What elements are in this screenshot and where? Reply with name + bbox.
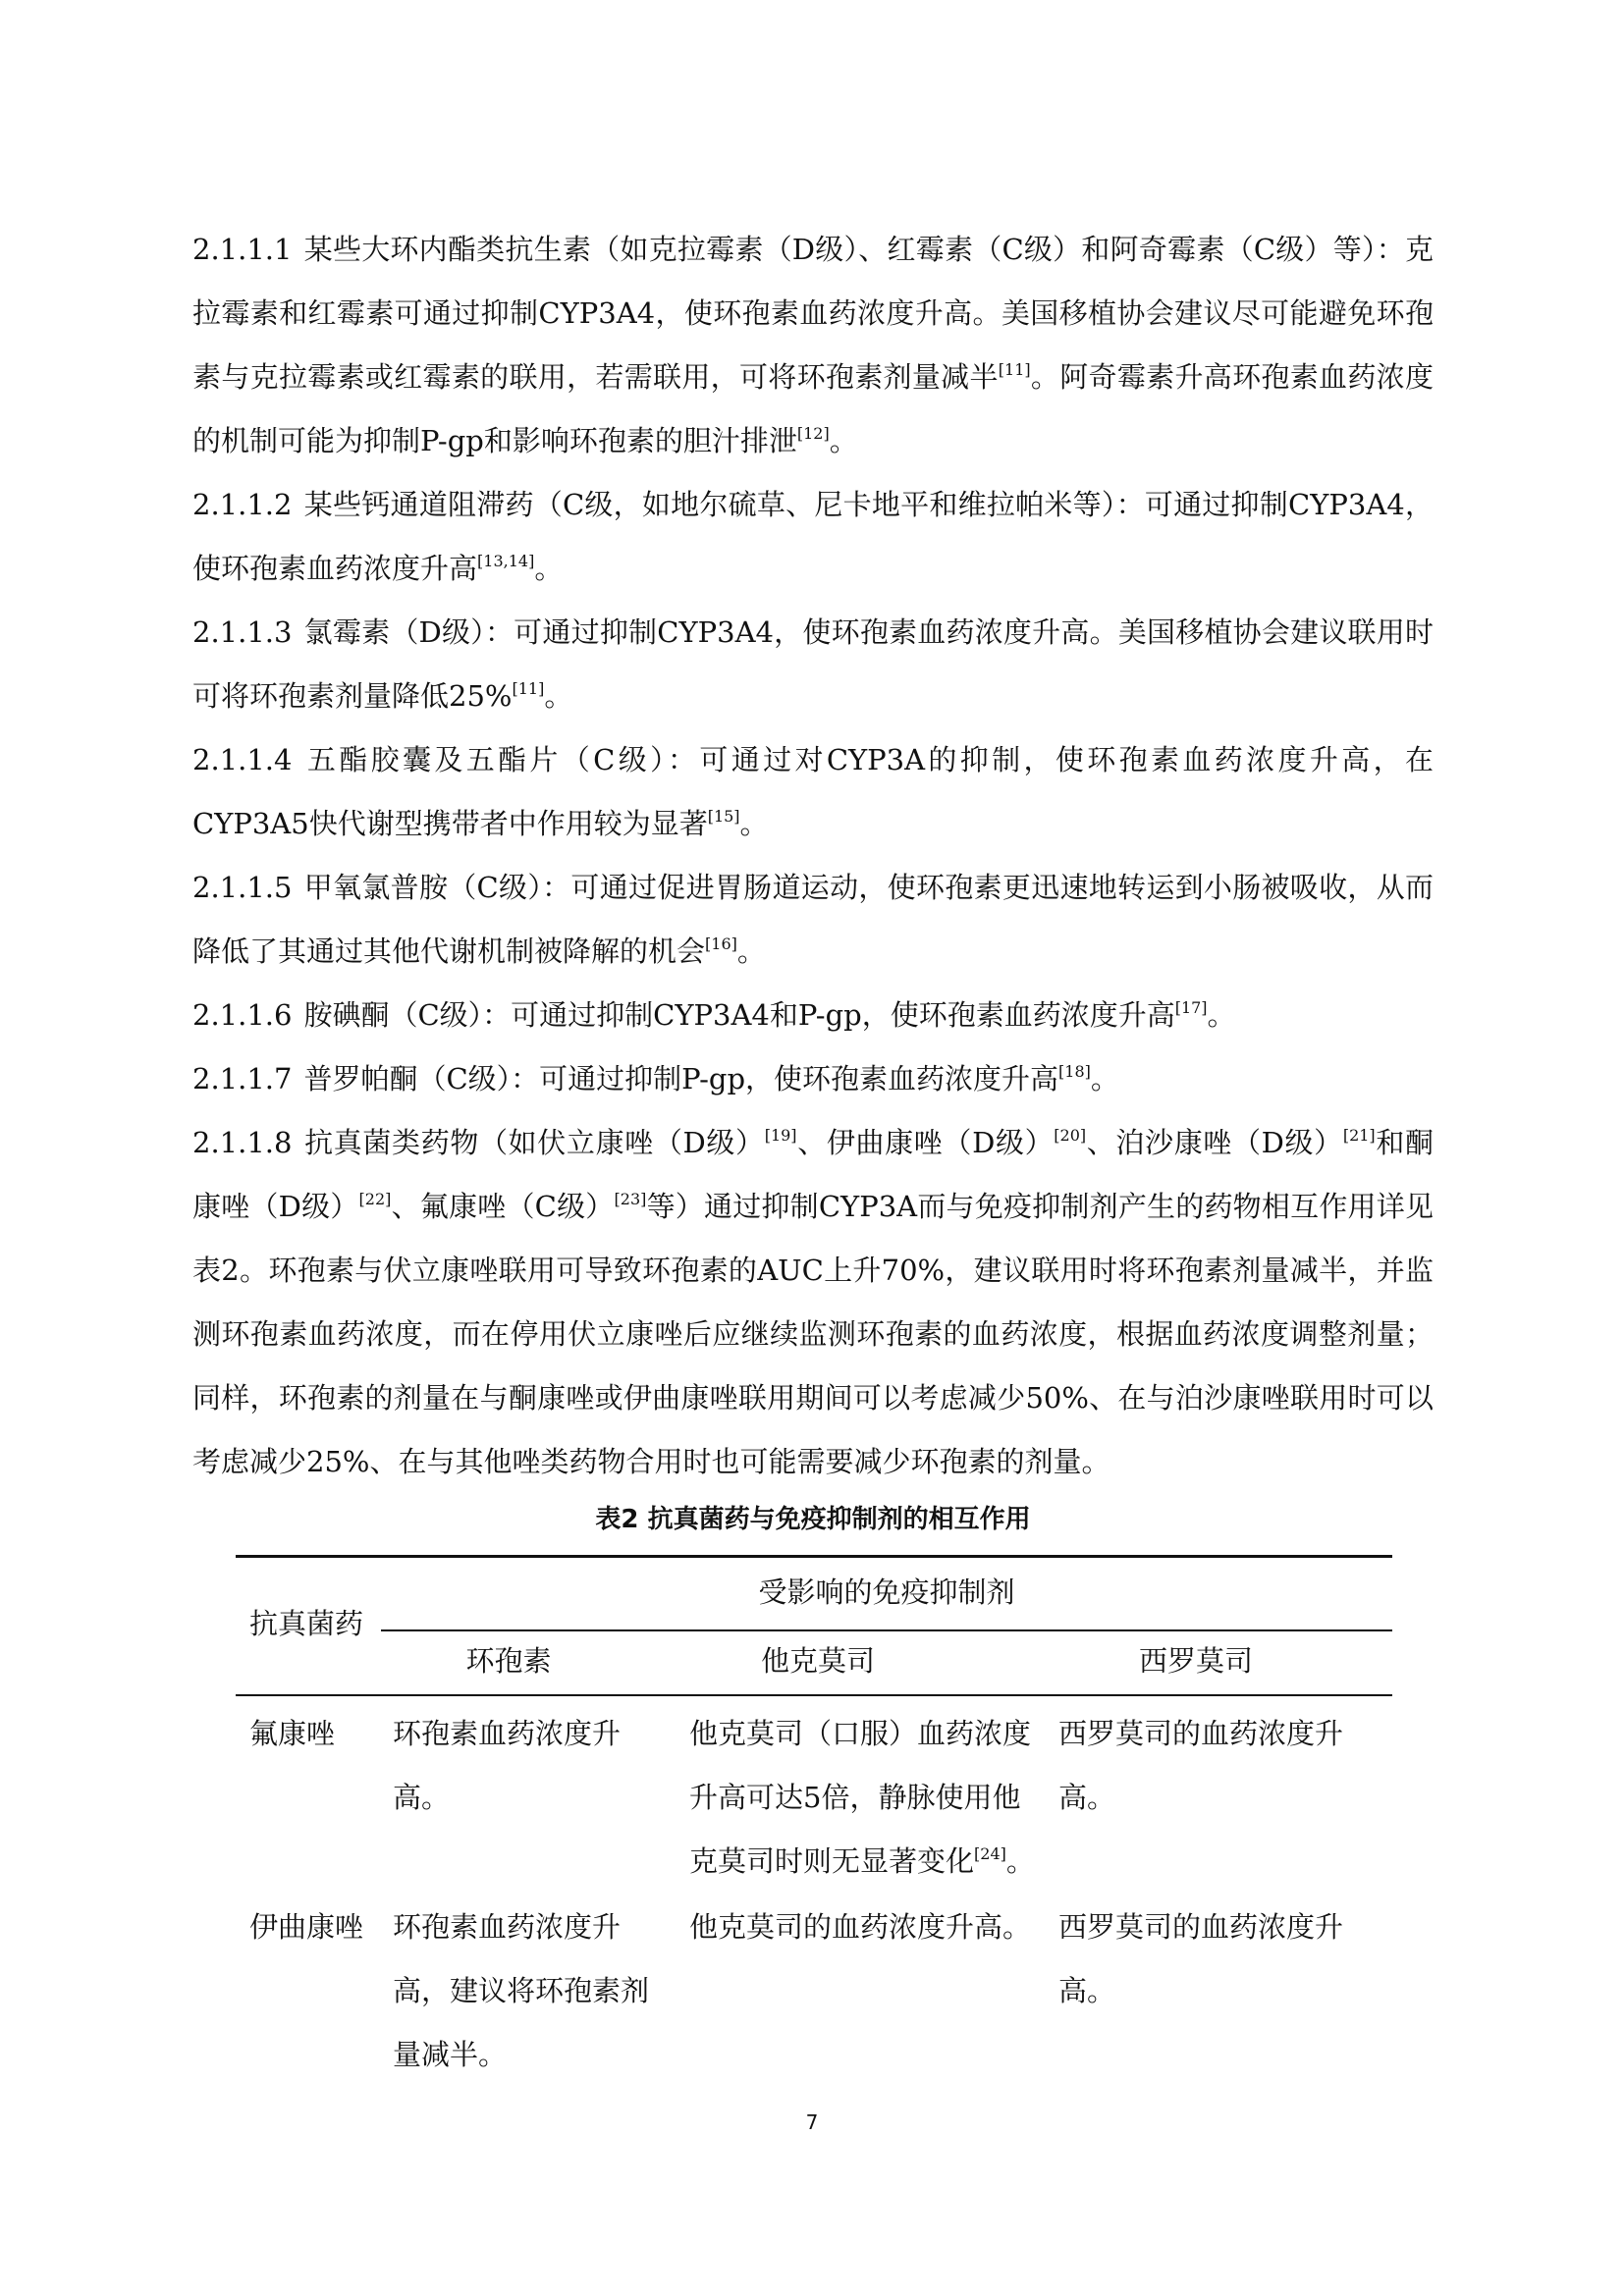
table-header-sirolimus: 西罗莫司 (1138, 1644, 1253, 1678)
table-caption: 表2 抗真菌药与免疫抑制剂的相互作用 (595, 1505, 1031, 1534)
paragraph-text: 。 (534, 552, 564, 585)
citation: [17] (1174, 998, 1208, 1017)
table-cell-text: 高。 (1058, 1781, 1116, 1814)
paragraph (192, 1047, 1434, 1111)
citation: [16] (705, 934, 737, 953)
table-cell-text: 西罗莫司的血药浓度升 (1058, 1910, 1344, 1944)
citation: [11] (512, 679, 545, 698)
section-number: 2.1.1.4 (192, 743, 293, 776)
paragraph-text: 。 (544, 679, 573, 713)
paragraph-text: 某些大环内酯类抗生素（如克拉霉素（D级）、红霉素（C级）和阿奇霉素（C级）等）：克拉霉素和红霉素可通过抑制CYP3A4，使环孢素血药浓度升高。美国移植协会建议尽可能避免环孢素与克拉霉素或红霉素的联用，若需联用，可将环孢素剂量减半 (192, 233, 1434, 394)
section-number: 2.1.1.1 (192, 233, 293, 266)
paragraph-text: 五酯胶囊及五酯片（C级）：可通过对CYP3A的抑制，使环孢素血药浓度升高，在CYP3A5快代谢型携带者中作用较为显著 (192, 743, 1434, 840)
paragraph-text: 甲氧氯普胺（C级）：可通过促进胃肠道运动，使环孢素更迅速地转运到小肠被吸收，从而降低了其通过其他代谢机制被降解的机会 (192, 871, 1434, 968)
paragraph-text: 。 (1090, 1062, 1119, 1095)
table-header-cyclosporine: 环孢素 (465, 1644, 552, 1678)
table-cell (689, 1702, 1035, 1894)
table-cell-text: 他克莫司的血药浓度升高。 (689, 1910, 1032, 1944)
citation: [21] (1342, 1126, 1376, 1145)
table-header-group: 受影响的免疫抑制剂 (758, 1575, 1015, 1609)
paragraph-text: 。 (736, 934, 766, 968)
table-cell (1058, 1896, 1343, 2023)
section-number: 2.1.1.7 (192, 1062, 293, 1095)
table-cell-text: 环孢素血药浓度升 (393, 1717, 622, 1750)
table-cell-text: 高。 (393, 1781, 451, 1814)
citation: [12] (796, 424, 830, 443)
table-cell-text: 克莫司时则无显著变化 (689, 1844, 975, 1878)
paragraph-text: 普罗帕酮（C级）：可通过抑制P-gp，使环孢素血药浓度升高 (303, 1062, 1059, 1095)
table-cell-text: 升高可达5倍，静脉使用他 (689, 1781, 1021, 1814)
section-number: 2.1.1.5 (192, 871, 293, 904)
table-cell-drug: 氟康唑 (249, 1717, 336, 1750)
table-cell-text: 。 (1005, 1844, 1035, 1878)
section-number: 2.1.1.2 (192, 488, 293, 521)
citation: [19] (764, 1126, 797, 1145)
paragraph (192, 856, 1434, 984)
paragraph (192, 473, 1434, 601)
body-text (192, 218, 1434, 1494)
citation: [20] (1054, 1126, 1087, 1145)
citation: [15] (707, 807, 740, 826)
paragraph-text: 抗真菌类药物（如伏立康唑（D级） (303, 1126, 765, 1159)
paragraph (192, 218, 1434, 473)
citation: [24] (974, 1844, 1006, 1863)
table-header-rule (236, 1694, 1392, 1696)
table-cell-line (689, 1766, 1035, 1830)
table-cell (1058, 1702, 1343, 1830)
paragraph-text: 。阿奇霉素升高环孢素血药浓度的机制可能为抑制P-gp和影响环孢素的胆汁排泄 (192, 360, 1434, 457)
table-cell-text: 量减半。 (393, 2038, 508, 2071)
paragraph (192, 728, 1434, 856)
table-cell (689, 1896, 1031, 1959)
table-cell-line (1058, 1702, 1343, 1766)
table-cell-line (689, 1702, 1035, 1766)
table-cell-line (1058, 1766, 1343, 1830)
paragraph-text: 胺碘酮（C级）：可通过抑制CYP3A4和P-gp，使环孢素血药浓度升高 (303, 998, 1175, 1032)
page-number: 7 (805, 2110, 819, 2134)
table-header-drug: 抗真菌药 (249, 1607, 364, 1640)
table-cell-line (689, 1830, 1035, 1894)
paragraph (192, 984, 1434, 1047)
citation: [22] (358, 1190, 392, 1208)
paragraph-text: 氯霉素（D级）：可通过抑制CYP3A4，使环孢素血药浓度升高。美国移植协会建议联用时可将环孢素剂量降低25% (192, 615, 1434, 713)
table-cell-line (393, 1766, 621, 1830)
table-cell-text: 他克莫司（口服）血药浓度 (689, 1717, 1032, 1750)
table-cell-line (689, 1896, 1031, 1959)
paragraph-text: 某些钙通道阻滞药（C级，如地尔硫草、尼卡地平和维拉帕米等）：可通过抑制CYP3A4，使环孢素血药浓度升高 (192, 488, 1434, 585)
table-cell-line (393, 1702, 621, 1766)
table-cell-line (393, 1896, 649, 1959)
paragraph (192, 1111, 1434, 1494)
paragraph-text: 。 (829, 424, 858, 457)
paragraph-text: 。 (739, 807, 769, 840)
paragraph-text: 。 (1207, 998, 1236, 1032)
table-top-rule (236, 1555, 1392, 1558)
table-cell-line (1058, 1959, 1343, 2023)
paragraph-text: 、伊曲康唑（D级） (796, 1126, 1055, 1159)
table-cell-line (393, 1959, 649, 2023)
table-cell (393, 1702, 621, 1830)
table-header-tacrolimus: 他克莫司 (760, 1644, 875, 1678)
table-cell (393, 1896, 649, 2087)
paragraph-text: 、氟康唑（C级） (391, 1190, 615, 1223)
table-cell-line (393, 2023, 649, 2087)
paragraph-text: 和酮康唑（D级） (192, 1126, 1434, 1223)
paragraph-text: 等）通过抑制CYP3A而与免疫抑制剂产生的药物相互作用详见表2。环孢素与伏立康唑联用可导致环孢素的AUC上升70%，建议联用时将环孢素剂量减半，并监测环孢素血药浓度，而在停用伏立康唑后应继续监测环孢素的血药浓度，根据血药浓度调整剂量；同样，环孢素的剂量在与酮康唑或伊曲康唑联用期间可以考虑减少50%、在与泊沙康唑联用时可以考虑减少25%、在与其他唑类药物合用时也可能需要减少环孢素的剂量。 (192, 1190, 1434, 1478)
citation: [18] (1058, 1062, 1091, 1081)
citation: [23] (614, 1190, 647, 1208)
table-cell-drug: 伊曲康唑 (249, 1910, 364, 1944)
table-cell-line (1058, 1896, 1343, 1959)
section-number: 2.1.1.8 (192, 1126, 293, 1159)
section-number: 2.1.1.6 (192, 998, 293, 1032)
table-cell-text: 西罗莫司的血药浓度升 (1058, 1717, 1344, 1750)
table-cell-text: 高，建议将环孢素剂 (393, 1974, 650, 2007)
citation: [13,14] (477, 552, 535, 570)
table-cell-text: 高。 (1058, 1974, 1116, 2007)
section-number: 2.1.1.3 (192, 615, 293, 649)
paragraph-text: 、泊沙康唑（D级） (1086, 1126, 1343, 1159)
paragraph (192, 601, 1434, 728)
table-cell-text: 环孢素血药浓度升 (393, 1910, 622, 1944)
citation: [11] (998, 360, 1031, 379)
